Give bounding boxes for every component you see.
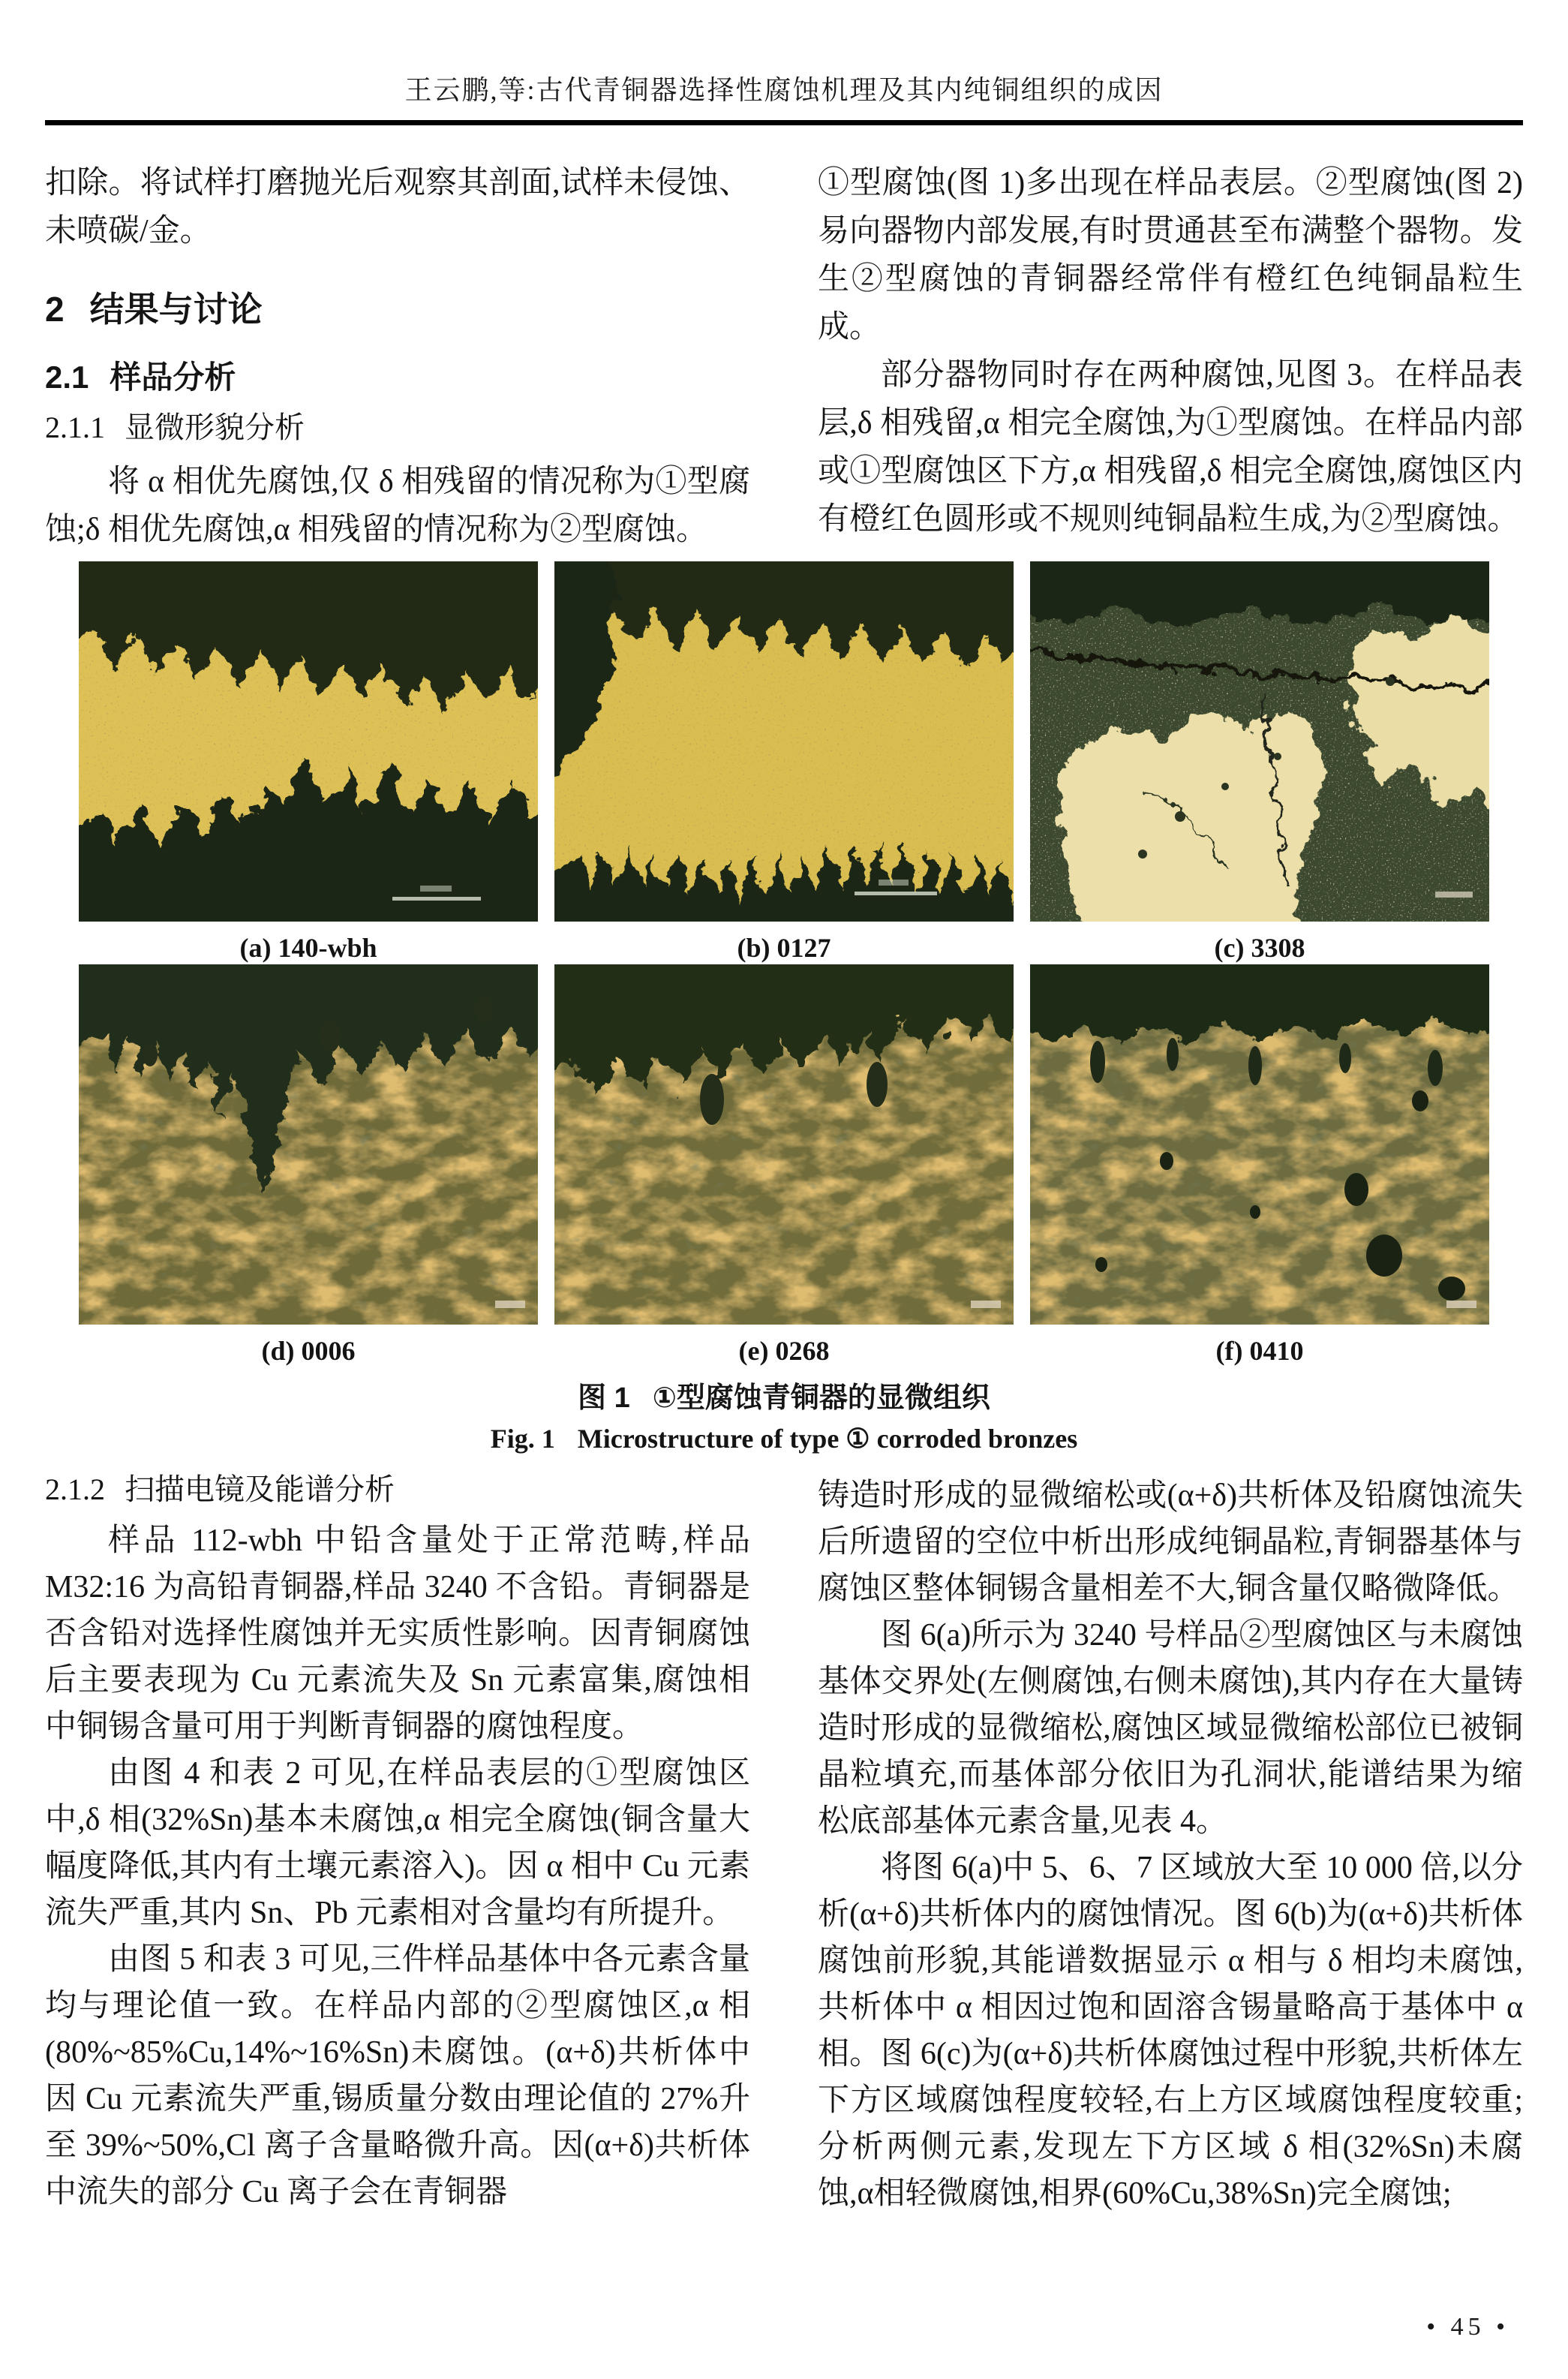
section-number: 2.1.1 [45, 411, 105, 444]
right-column-top [818, 159, 1523, 554]
micrograph-panel-a [79, 561, 538, 964]
micrograph-image-b [554, 561, 1014, 922]
figure-caption-zh [45, 1381, 1523, 1415]
paragraph: 图 6(a)所示为 3240 号样品②型腐蚀区与未腐蚀基体交界处(左侧腐蚀,右侧未腐蚀),其内存在大量铸造时形成的显微缩松,腐蚀区域显微缩松部位已被铜晶粒填充,而基体部分依旧为孔洞状,能谱结果为缩松底部基体元素含量,见表 4。 [818, 1618, 1523, 1839]
section-heading-2-1-2 [45, 1472, 750, 1507]
section-heading-2 [45, 290, 750, 329]
section-title: 显微形貌分析 [125, 411, 305, 444]
paragraph: 由图 5 和表 3 可见,三件样品基体中各元素含量均与理论值一致。在样品内部的②型腐蚀区,α 相(80%~85%Cu,14%~16%Sn)未腐蚀。(α+δ)共析体中因 Cu 元素流失严重,锡质量分数由理论值的 27%升至 39%~50%,Cl 离子含量略微升高。因(α+δ)共析体中流失的部分 Cu 离子会在青铜器 [45, 1942, 750, 2209]
scale-bar [1435, 892, 1473, 898]
running-head: 王云鹏,等:古代青铜器选择性腐蚀机理及其内纯铜组织的成因 [404, 75, 1164, 105]
section-number: 2 [45, 290, 65, 329]
paragraph: 将 α 相优先腐蚀,仅 δ 相残留的情况称为①型腐蚀;δ 相优先腐蚀,α 相残留的情况称为②型腐蚀。 [45, 465, 750, 547]
scale-bar [1446, 1301, 1476, 1308]
paragraph: 样品 112-wbh 中铅含量处于正常范畴,样品 M32:16 为高铅青铜器,样品 3240 不含铅。青铜器是否含铅对选择性腐蚀并无实质性影响。因青铜腐蚀后主要表现为 Cu 元素流失及 Sn 元素富集,腐蚀相中铜锡含量可用于判断青铜器的腐蚀程度。 [45, 1523, 750, 1744]
panel-label: (e) 0268 [738, 1336, 830, 1366]
page-number: • 45 • [1426, 2313, 1509, 2341]
section-title: 扫描电镜及能谱分析 [125, 1472, 395, 1506]
panel-label: (d) 0006 [261, 1336, 356, 1366]
left-column-top [45, 159, 750, 554]
micrograph-image-a [79, 561, 538, 922]
section-title: 样品分析 [110, 359, 236, 395]
panel-label: (a) 140-wbh [239, 933, 377, 963]
figure-1 [45, 561, 1523, 1454]
header-rule [45, 120, 1523, 125]
paragraph: 铸造时形成的显微缩松或(α+δ)共析体及铅腐蚀流失后所遗留的空位中析出形成纯铜晶粒,青铜器基体与腐蚀区整体铜锡含量相差不大,铜含量仅略微降低。 [818, 1478, 1523, 1606]
left-column-bottom [45, 1472, 750, 2217]
micrograph-image-c [1030, 561, 1489, 922]
figure-title-en: Microstructure of type ① corroded bronzes [577, 1424, 1078, 1454]
panel-label: (f) 0410 [1215, 1336, 1304, 1366]
paragraph: 部分器物同时存在两种腐蚀,见图 3。在样品表层,δ 相残留,α 相完全腐蚀,为①型腐蚀。在样品内部或①型腐蚀区下方,α 相残留,δ 相完全腐蚀,腐蚀区内有橙红色圆形或不规则纯铜晶粒生成,为②型腐蚀。 [818, 358, 1523, 537]
figure-number-zh: 图 1 [578, 1382, 630, 1414]
micrograph-panel-f [1030, 964, 1489, 1367]
scale-bar [495, 1301, 525, 1308]
paragraph: 由图 4 和表 2 可见,在样品表层的①型腐蚀区中,δ 相(32%Sn)基本未腐蚀,α 相完全腐蚀(铜含量大幅度降低,其内有土壤元素溶入)。因 α 相中 Cu 元素流失严重,其内 Sn、Pb 元素相对含量均有所提升。 [45, 1756, 750, 1930]
micrograph-panel-c [1030, 561, 1489, 964]
section-number: 2.1 [45, 359, 89, 395]
paragraph: ①型腐蚀(图 1)多出现在样品表层。②型腐蚀(图 2)易向器物内部发展,有时贯通甚至布满整个器物。发生②型腐蚀的青铜器经常伴有橙红色纯铜晶粒生成。 [818, 166, 1523, 344]
micrograph-panel-b [554, 561, 1014, 964]
section-title: 结果与讨论 [89, 290, 263, 329]
micrograph-panel-e [554, 964, 1014, 1367]
right-column-bottom [818, 1472, 1523, 2217]
micrograph-image-d [79, 964, 538, 1325]
bottom-text-section [45, 1472, 1523, 2217]
figure-row-1 [45, 561, 1523, 964]
section-heading-2-1-1 [45, 411, 750, 444]
figure-number-en: Fig. 1 [490, 1424, 555, 1454]
panel-label: (b) 0127 [737, 933, 831, 963]
scale-bar [971, 1301, 1001, 1308]
figure-row-2 [45, 964, 1523, 1367]
micrograph-image-e [554, 964, 1014, 1325]
micrograph-panel-d [79, 964, 538, 1367]
section-heading-2-1 [45, 360, 750, 395]
section-number: 2.1.2 [45, 1472, 105, 1506]
top-text-section [45, 159, 1523, 554]
paragraph: 将图 6(a)中 5、6、7 区域放大至 10 000 倍,以分析(α+δ)共析体内的腐蚀情况。图 6(b)为(α+δ)共析体腐蚀前形貌,其能谱数据显示 α 相与 δ 相均未腐蚀,共析体中 α 相因过饱和固溶含锡量略高于基体中 α 相。图 6(c)为(α+δ)共析体腐蚀过程中形貌,共析体左下方区域腐蚀程度较轻,右上方区域腐蚀程度较重;分析两侧元素,发现左下方区域 δ 相(32%Sn)未腐蚀,α相轻微腐蚀,相界(60%Cu,38%Sn)完全腐蚀; [818, 1851, 1523, 2211]
panel-label: (c) 3308 [1214, 933, 1305, 963]
paragraph: 扣除。将试样打磨抛光后观察其剖面,试样未侵蚀、未喷碳/金。 [45, 166, 750, 248]
micrograph-image-f [1030, 964, 1489, 1325]
figure-caption-en [45, 1423, 1523, 1454]
figure-title-zh: ①型腐蚀青铜器的显微组织 [652, 1382, 990, 1414]
